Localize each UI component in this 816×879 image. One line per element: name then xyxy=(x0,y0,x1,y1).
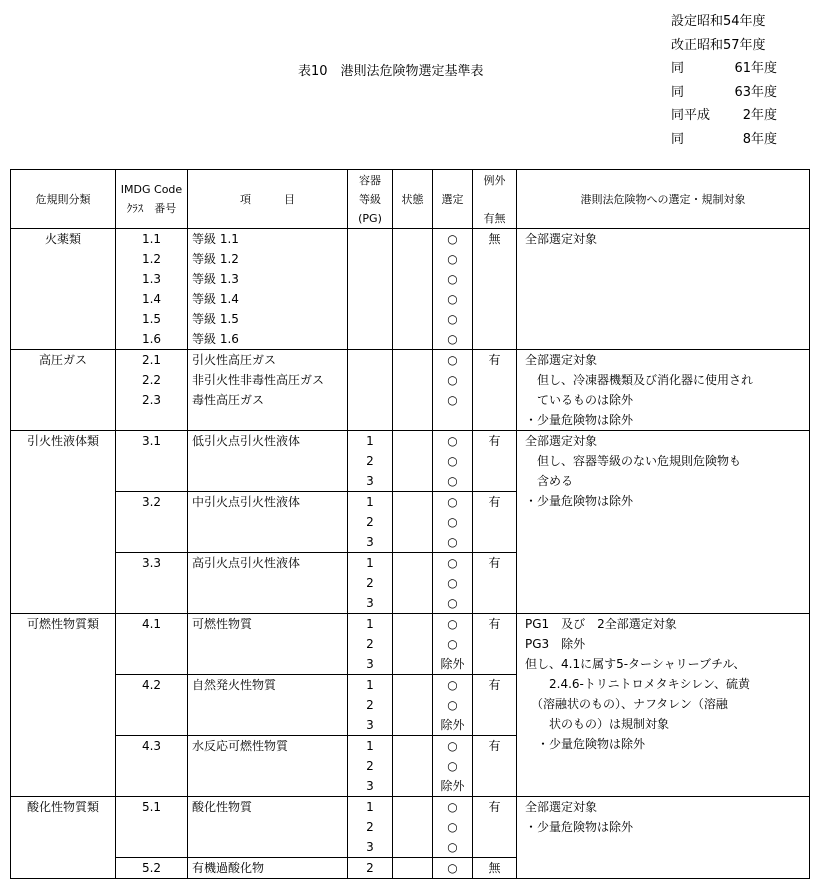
exception-cell xyxy=(473,249,517,269)
state-cell xyxy=(393,229,433,250)
selection-cell: ○ xyxy=(433,350,473,371)
note-line: 2.4.6-トリニトロメタキシレン、硫黄 xyxy=(525,677,750,691)
state-cell xyxy=(393,471,433,492)
exception-cell: 有 xyxy=(473,350,517,371)
target-note xyxy=(517,350,810,431)
state-cell xyxy=(393,249,433,269)
item-cell xyxy=(188,756,348,776)
selection-cell: ○ xyxy=(433,269,473,289)
exception-cell xyxy=(473,329,517,350)
item-cell: 等級 1.3 xyxy=(188,269,348,289)
pg-cell: 2 xyxy=(348,817,393,837)
state-cell xyxy=(393,797,433,818)
note-line: PG3 除外 xyxy=(525,637,586,651)
target-note xyxy=(517,614,810,797)
state-cell xyxy=(393,593,433,614)
state-cell xyxy=(393,573,433,593)
pg-cell: 3 xyxy=(348,593,393,614)
history-line: 改正昭和57年度 xyxy=(671,37,766,53)
class-cell: 4.1 xyxy=(116,614,188,635)
header-selection: 選定 xyxy=(433,170,473,229)
target-note xyxy=(517,431,810,614)
item-cell: 等級 1.4 xyxy=(188,289,348,309)
class-cell: 1.4 xyxy=(116,289,188,309)
selection-cell: ○ xyxy=(433,249,473,269)
class-cell: 1.5 xyxy=(116,309,188,329)
pg-cell: 3 xyxy=(348,471,393,492)
item-cell: 可燃性物質 xyxy=(188,614,348,635)
header-item: 項 目 xyxy=(188,170,348,229)
category-cell: 火薬類 xyxy=(11,229,116,350)
note-line: 全部選定対象 xyxy=(525,353,598,367)
item-cell: 自然発火性物質 xyxy=(188,675,348,696)
item-cell: 非引火性非毒性高圧ガス xyxy=(188,370,348,390)
selection-cell: ○ xyxy=(433,471,473,492)
class-cell xyxy=(116,817,188,837)
history-line: 同 8年度 xyxy=(671,131,777,147)
class-cell xyxy=(116,593,188,614)
class-cell xyxy=(116,715,188,736)
selection-cell: ○ xyxy=(433,492,473,513)
class-cell: 2.1 xyxy=(116,350,188,371)
item-cell: 毒性高圧ガス xyxy=(188,390,348,410)
state-cell xyxy=(393,634,433,654)
class-cell: 4.3 xyxy=(116,736,188,757)
selection-cell: ○ xyxy=(433,370,473,390)
history-line: 設定昭和54年度 xyxy=(671,14,766,29)
item-cell xyxy=(188,817,348,837)
pg-cell: 3 xyxy=(348,654,393,675)
note-line: 但し、4.1に属す5-ターシャリーブチル、 xyxy=(525,657,746,671)
state-cell xyxy=(393,350,433,371)
exception-cell xyxy=(473,370,517,390)
state-cell xyxy=(393,695,433,715)
class-cell: 1.3 xyxy=(116,269,188,289)
state-cell xyxy=(393,837,433,858)
pg-cell: 2 xyxy=(348,573,393,593)
pg-cell xyxy=(348,390,393,410)
exception-cell: 有 xyxy=(473,797,517,818)
state-cell xyxy=(393,390,433,410)
state-cell xyxy=(393,269,433,289)
class-cell xyxy=(116,532,188,553)
pg-cell: 2 xyxy=(348,634,393,654)
header-target: 港則法危険物への選定・規制対象 xyxy=(517,170,810,229)
selection-cell: ○ xyxy=(433,532,473,553)
pg-cell: 2 xyxy=(348,512,393,532)
target-note xyxy=(517,797,810,879)
exception-cell: 有 xyxy=(473,492,517,513)
item-cell: 等級 1.2 xyxy=(188,249,348,269)
class-cell xyxy=(116,776,188,797)
pg-cell: 1 xyxy=(348,431,393,452)
item-cell xyxy=(188,410,348,431)
state-cell xyxy=(393,756,433,776)
item-cell: 酸化性物質 xyxy=(188,797,348,818)
item-cell xyxy=(188,471,348,492)
item-cell xyxy=(188,695,348,715)
class-cell xyxy=(116,410,188,431)
category-cell: 高圧ガス xyxy=(11,350,116,431)
class-cell: 3.3 xyxy=(116,553,188,574)
selection-cell: ○ xyxy=(433,390,473,410)
category-cell: 酸化性物質類 xyxy=(11,797,116,879)
pg-cell: 1 xyxy=(348,736,393,757)
table-row xyxy=(11,350,810,371)
state-cell xyxy=(393,817,433,837)
hazardous-goods-table xyxy=(10,169,810,879)
item-cell xyxy=(188,837,348,858)
pg-cell: 2 xyxy=(348,858,393,879)
selection-cell: 除外 xyxy=(433,654,473,675)
state-cell xyxy=(393,614,433,635)
history-line: 同平成 2年度 xyxy=(671,108,777,124)
state-cell xyxy=(393,675,433,696)
item-cell xyxy=(188,715,348,736)
category-cell: 可燃性物質類 xyxy=(11,614,116,797)
pg-cell xyxy=(348,229,393,250)
note-line: ・少量危険物は除外 xyxy=(525,820,634,834)
selection-cell: 除外 xyxy=(433,776,473,797)
pg-cell: 1 xyxy=(348,492,393,513)
class-cell: 5.1 xyxy=(116,797,188,818)
selection-cell: ○ xyxy=(433,756,473,776)
item-cell: 引火性高圧ガス xyxy=(188,350,348,371)
state-cell xyxy=(393,776,433,797)
class-cell xyxy=(116,451,188,471)
exception-cell xyxy=(473,573,517,593)
pg-cell xyxy=(348,269,393,289)
selection-cell xyxy=(433,410,473,431)
exception-cell xyxy=(473,817,517,837)
selection-cell: ○ xyxy=(433,695,473,715)
state-cell xyxy=(393,654,433,675)
note-line: 全部選定対象 xyxy=(525,434,598,448)
item-cell xyxy=(188,532,348,553)
header-exception: 例外 有無 xyxy=(473,170,517,229)
state-cell xyxy=(393,736,433,757)
exception-cell: 有 xyxy=(473,736,517,757)
selection-cell: ○ xyxy=(433,593,473,614)
table-row xyxy=(11,614,810,635)
selection-cell: ○ xyxy=(433,329,473,350)
selection-cell: ○ xyxy=(433,431,473,452)
exception-cell xyxy=(473,776,517,797)
note-line: ・少量危険物は除外 xyxy=(525,737,646,751)
exception-cell xyxy=(473,695,517,715)
exception-cell: 無 xyxy=(473,229,517,250)
class-cell: 5.2 xyxy=(116,858,188,879)
state-cell xyxy=(393,431,433,452)
pg-cell: 3 xyxy=(348,532,393,553)
selection-cell: ○ xyxy=(433,675,473,696)
class-cell xyxy=(116,512,188,532)
item-cell: 等級 1.1 xyxy=(188,229,348,250)
pg-cell: 2 xyxy=(348,695,393,715)
class-cell: 2.2 xyxy=(116,370,188,390)
state-cell xyxy=(393,858,433,879)
history-line: 同 63年度 xyxy=(671,84,777,100)
exception-cell xyxy=(473,309,517,329)
exception-cell: 有 xyxy=(473,431,517,452)
selection-cell: ○ xyxy=(433,289,473,309)
exception-cell xyxy=(473,512,517,532)
item-cell xyxy=(188,654,348,675)
item-cell xyxy=(188,573,348,593)
selection-cell: ○ xyxy=(433,573,473,593)
exception-cell xyxy=(473,269,517,289)
class-cell: 4.2 xyxy=(116,675,188,696)
class-cell xyxy=(116,837,188,858)
item-cell: 高引火点引火性液体 xyxy=(188,553,348,574)
item-cell: 等級 1.5 xyxy=(188,309,348,329)
note-line: PG1 及び 2全部選定対象 xyxy=(525,617,677,631)
item-cell: 有機過酸化物 xyxy=(188,858,348,879)
pg-cell: 1 xyxy=(348,675,393,696)
selection-cell: ○ xyxy=(433,817,473,837)
pg-cell xyxy=(348,350,393,371)
header-pg: 容器 等級 (PG) xyxy=(348,170,393,229)
item-cell xyxy=(188,776,348,797)
exception-cell xyxy=(473,289,517,309)
class-cell xyxy=(116,573,188,593)
state-cell xyxy=(393,370,433,390)
state-cell xyxy=(393,289,433,309)
header-category: 危規則分類 xyxy=(11,170,116,229)
category-cell: 引火性液体類 xyxy=(11,431,116,614)
pg-cell: 3 xyxy=(348,776,393,797)
pg-cell: 1 xyxy=(348,614,393,635)
class-cell: 2.3 xyxy=(116,390,188,410)
item-cell: 中引火点引火性液体 xyxy=(188,492,348,513)
note-line: ているものは除外 xyxy=(525,393,634,407)
exception-cell xyxy=(473,634,517,654)
item-cell: 等級 1.6 xyxy=(188,329,348,350)
target-note xyxy=(517,229,810,350)
class-cell: 3.2 xyxy=(116,492,188,513)
note-line: ・少量危険物は除外 xyxy=(525,494,634,508)
pg-cell xyxy=(348,329,393,350)
exception-cell xyxy=(473,756,517,776)
note-line: （溶融状のもの）、ナフタレン（溶融 xyxy=(525,697,728,711)
class-cell xyxy=(116,654,188,675)
pg-cell: 3 xyxy=(348,837,393,858)
exception-cell: 無 xyxy=(473,858,517,879)
header-state: 状態 xyxy=(393,170,433,229)
history-line: 同 61年度 xyxy=(671,61,777,77)
item-cell xyxy=(188,593,348,614)
state-cell xyxy=(393,512,433,532)
note-line: 但し、容器等級のない危規則危険物も xyxy=(525,454,742,468)
selection-cell: ○ xyxy=(433,512,473,532)
selection-cell: ○ xyxy=(433,858,473,879)
table-row xyxy=(11,797,810,818)
selection-cell: ○ xyxy=(433,837,473,858)
header-row xyxy=(11,170,810,229)
exception-cell xyxy=(473,410,517,431)
class-cell xyxy=(116,471,188,492)
pg-cell xyxy=(348,309,393,329)
table-title: 表10 港則法危険物選定基準表 xyxy=(298,64,484,79)
exception-cell xyxy=(473,390,517,410)
pg-cell xyxy=(348,249,393,269)
table-row xyxy=(11,229,810,250)
note-line: 但し、冷凍器機類及び消化器に使用され xyxy=(525,373,754,387)
selection-cell: ○ xyxy=(433,451,473,471)
item-cell: 低引火点引火性液体 xyxy=(188,431,348,452)
exception-cell: 有 xyxy=(473,553,517,574)
selection-cell: ○ xyxy=(433,634,473,654)
pg-cell xyxy=(348,289,393,309)
item-cell xyxy=(188,512,348,532)
state-cell xyxy=(393,329,433,350)
state-cell xyxy=(393,532,433,553)
selection-cell: ○ xyxy=(433,309,473,329)
exception-cell xyxy=(473,654,517,675)
selection-cell: ○ xyxy=(433,553,473,574)
item-cell xyxy=(188,634,348,654)
item-cell xyxy=(188,451,348,471)
pg-cell: 2 xyxy=(348,451,393,471)
pg-cell: 2 xyxy=(348,756,393,776)
class-cell: 1.2 xyxy=(116,249,188,269)
pg-cell xyxy=(348,370,393,390)
state-cell xyxy=(393,410,433,431)
exception-cell: 有 xyxy=(473,675,517,696)
class-cell xyxy=(116,756,188,776)
note-line: ・少量危険物は除外 xyxy=(525,413,634,427)
pg-cell: 1 xyxy=(348,553,393,574)
class-cell: 1.1 xyxy=(116,229,188,250)
exception-cell xyxy=(473,471,517,492)
pg-cell xyxy=(348,410,393,431)
revision-history xyxy=(671,10,777,152)
selection-cell: ○ xyxy=(433,736,473,757)
selection-cell: ○ xyxy=(433,797,473,818)
exception-cell xyxy=(473,715,517,736)
state-cell xyxy=(393,553,433,574)
note-line: 含める xyxy=(525,474,574,488)
table-row xyxy=(11,431,810,452)
note-line: 全部選定対象 xyxy=(525,800,598,814)
item-cell: 水反応可燃性物質 xyxy=(188,736,348,757)
exception-cell xyxy=(473,837,517,858)
exception-cell xyxy=(473,593,517,614)
class-cell: 3.1 xyxy=(116,431,188,452)
note-line: 全部選定対象 xyxy=(525,232,598,246)
state-cell xyxy=(393,451,433,471)
selection-cell: ○ xyxy=(433,229,473,250)
selection-cell: ○ xyxy=(433,614,473,635)
pg-cell: 1 xyxy=(348,797,393,818)
state-cell xyxy=(393,309,433,329)
exception-cell xyxy=(473,532,517,553)
state-cell xyxy=(393,492,433,513)
header-imdg: IMDG Code ｸﾗｽ 番号 xyxy=(116,170,188,229)
note-line: 状のもの）は規制対象 xyxy=(525,717,670,731)
selection-cell: 除外 xyxy=(433,715,473,736)
class-cell xyxy=(116,634,188,654)
class-cell xyxy=(116,695,188,715)
class-cell: 1.6 xyxy=(116,329,188,350)
pg-cell: 3 xyxy=(348,715,393,736)
state-cell xyxy=(393,715,433,736)
exception-cell: 有 xyxy=(473,614,517,635)
exception-cell xyxy=(473,451,517,471)
